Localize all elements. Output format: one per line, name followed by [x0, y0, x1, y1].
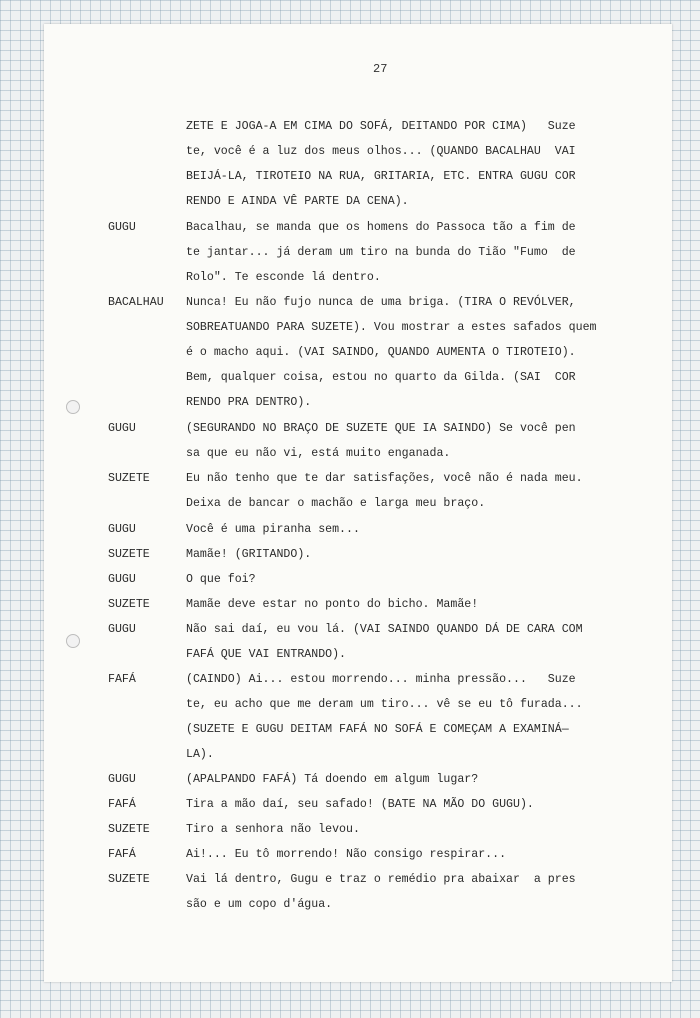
speaker-name: SUZETE	[108, 598, 150, 611]
dialogue-line: Vai lá dentro, Gugu e traz o remédio pra abaixar a pres	[186, 873, 576, 886]
dialogue-line: te, você é a luz dos meus olhos... (QUANDO BACALHAU VAI	[186, 145, 576, 158]
punch-hole	[66, 400, 80, 414]
punch-hole	[66, 634, 80, 648]
speaker-name: SUZETE	[108, 548, 150, 561]
dialogue-line: Você é uma piranha sem...	[186, 523, 360, 536]
speaker-name: FAFÁ	[108, 673, 136, 686]
dialogue-line: ZETE E JOGA-A EM CIMA DO SOFÁ, DEITANDO POR CIMA) Suze	[186, 120, 576, 133]
speaker-name: GUGU	[108, 623, 136, 636]
dialogue-line: RENDO PRA DENTRO).	[186, 396, 312, 409]
speaker-name: GUGU	[108, 573, 136, 586]
dialogue-line: sa que eu não vi, está muito enganada.	[186, 447, 451, 460]
dialogue-line: Ai!... Eu tô morrendo! Não consigo respirar...	[186, 848, 507, 861]
page-number: 27	[373, 62, 388, 76]
dialogue-line: (SUZETE E GUGU DEITAM FAFÁ NO SOFÁ E COMEÇAM A EXAMINÁ—	[186, 723, 569, 736]
speaker-name: SUZETE	[108, 472, 150, 485]
speaker-name: SUZETE	[108, 823, 150, 836]
dialogue-line: RENDO E AINDA VÊ PARTE DA CENA).	[186, 195, 409, 208]
speaker-name: GUGU	[108, 773, 136, 786]
dialogue-line: (APALPANDO FAFÁ) Tá doendo em algum lugar?	[186, 773, 479, 786]
speaker-name: GUGU	[108, 523, 136, 536]
dialogue-line: Bacalhau, se manda que os homens do Passoca tão a fim de	[186, 221, 576, 234]
dialogue-line: (SEGURANDO NO BRAÇO DE SUZETE QUE IA SAINDO) Se você pen	[186, 422, 576, 435]
dialogue-line: BEIJÁ-LA, TIROTEIO NA RUA, GRITARIA, ETC. ENTRA GUGU COR	[186, 170, 576, 183]
speaker-name: SUZETE	[108, 873, 150, 886]
dialogue-line: te jantar... já deram um tiro na bunda do Tião "Fumo de	[186, 246, 576, 259]
speaker-name: BACALHAU	[108, 296, 164, 309]
dialogue-line: Tiro a senhora não levou.	[186, 823, 360, 836]
speaker-name: FAFÁ	[108, 798, 136, 811]
dialogue-line: LA).	[186, 748, 214, 761]
dialogue-line: Bem, qualquer coisa, estou no quarto da Gilda. (SAI COR	[186, 371, 576, 384]
dialogue-line: FAFÁ QUE VAI ENTRANDO).	[186, 648, 347, 661]
dialogue-line: te, eu acho que me deram um tiro... vê se eu tô furada...	[186, 698, 583, 711]
speaker-name: GUGU	[108, 221, 136, 234]
dialogue-line: são e um copo d'água.	[186, 898, 333, 911]
dialogue-line: Nunca! Eu não fujo nunca de uma briga. (TIRA O REVÓLVER,	[186, 296, 576, 309]
speaker-name: FAFÁ	[108, 848, 136, 861]
dialogue-line: SOBREATUANDO PARA SUZETE). Vou mostrar a estes safados quem	[186, 321, 597, 334]
dialogue-line: Mamãe! (GRITANDO).	[186, 548, 312, 561]
dialogue-line: é o macho aqui. (VAI SAINDO, QUANDO AUMENTA O TIROTEIO).	[186, 346, 576, 359]
dialogue-line: Eu não tenho que te dar satisfações, você não é nada meu.	[186, 472, 583, 485]
dialogue-line: Rolo". Te esconde lá dentro.	[186, 271, 381, 284]
dialogue-line: Não sai daí, eu vou lá. (VAI SAINDO QUANDO DÁ DE CARA COM	[186, 623, 583, 636]
speaker-name: GUGU	[108, 422, 136, 435]
dialogue-line: O que foi?	[186, 573, 256, 586]
dialogue-line: (CAINDO) Ai... estou morrendo... minha pressão... Suze	[186, 673, 576, 686]
dialogue-line: Tira a mão daí, seu safado! (BATE NA MÃO DO GUGU).	[186, 798, 534, 811]
dialogue-line: Deixa de bancar o machão e larga meu braço.	[186, 497, 486, 510]
script-page	[44, 24, 672, 982]
dialogue-line: Mamãe deve estar no ponto do bicho. Mamãe!	[186, 598, 479, 611]
